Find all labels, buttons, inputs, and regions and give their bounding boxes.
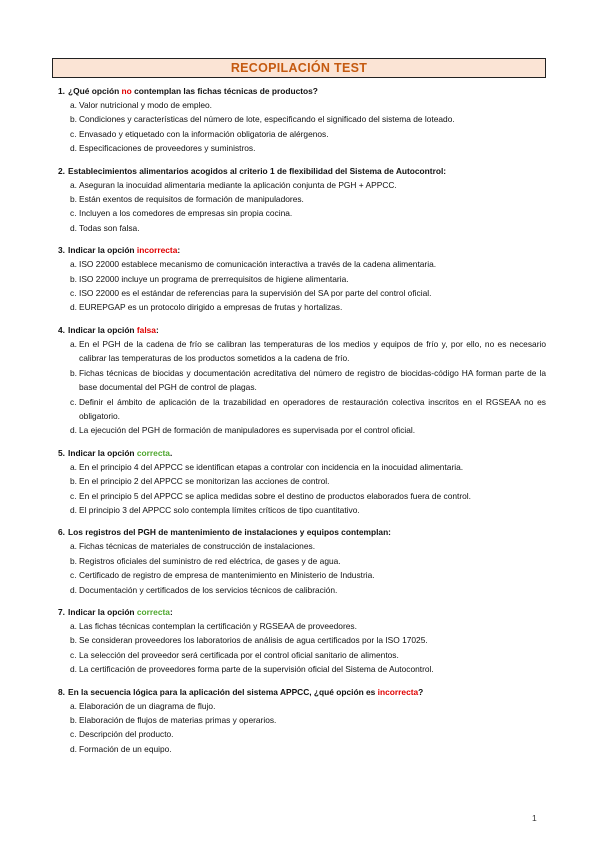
answer-option — [58, 395, 546, 424]
question-heading — [58, 323, 546, 337]
answer-option — [58, 286, 546, 300]
option-text: El principio 3 del APPCC solo contempla límites críticos de tipo cuantitativo. — [79, 504, 360, 515]
question-text: Establecimientos alimentarios acogidos al criterio 1 de flexibilidad del Sistema de Autocontrol: — [68, 165, 447, 176]
question-text: : — [169, 606, 173, 617]
question-highlight: correcta — [136, 606, 170, 617]
question-number: 6. — [58, 527, 65, 538]
option-letter: b. — [70, 635, 77, 646]
option-letter: b. — [70, 476, 77, 487]
option-text: Elaboración de un diagrama de flujo. — [79, 700, 216, 711]
answer-option — [58, 539, 546, 553]
answer-option — [58, 112, 546, 126]
question-8 — [58, 685, 546, 757]
question-number: 3. — [58, 245, 65, 256]
option-letter: a. — [70, 620, 77, 631]
option-text: En el principio 2 del APPCC se monitorizan las acciones de control. — [79, 476, 330, 487]
option-letter: b. — [70, 715, 77, 725]
option-text: Se consideran proveedores los laboratorios de análisis de agua certificados por la ISO 17025. — [79, 635, 428, 646]
option-text: Formación de un equipo. — [79, 743, 172, 754]
question-heading — [58, 685, 546, 699]
answer-option — [58, 460, 546, 474]
question-text: : — [177, 245, 181, 256]
option-text: Certificado de registro de empresa de mantenimiento en Ministerio de Industria. — [79, 570, 375, 581]
option-letter: a. — [70, 338, 77, 349]
question-list — [58, 84, 546, 764]
option-text: Elaboración de flujos de materias primas y operarios. — [79, 715, 277, 725]
question-highlight: no — [121, 86, 132, 96]
option-letter: a. — [70, 259, 77, 270]
answer-option — [58, 662, 546, 676]
question-text: ? — [418, 686, 424, 697]
option-text: Especificaciones de proveedores y suministros. — [79, 143, 256, 154]
question-heading — [58, 605, 546, 619]
answer-option — [58, 141, 546, 155]
option-text: Todas son falsa. — [79, 222, 140, 233]
option-text: ISO 22000 es el estándar de referencias para la supervisión del SA por parte del control oficial. — [79, 288, 432, 299]
option-text: Definir el ámbito de aplicación de la trazabilidad en operadores de restauración colectiva inscritos en el RGSEAA no es obligatorio. — [79, 396, 546, 421]
option-text: Las fichas técnicas contemplan la certificación y RGSEAA de proveedores. — [79, 620, 357, 631]
question-4 — [58, 323, 546, 438]
option-text: En el principio 4 del APPCC se identifican etapas a controlar con incidencia en la inocuidad alimentaria. — [79, 461, 464, 472]
option-letter: b. — [70, 555, 77, 566]
question-number: 8. — [58, 686, 65, 697]
question-text: . — [169, 447, 173, 458]
option-text: ISO 22000 establece mecanismo de comunicación interactiva a través de la cadena alimentaria. — [79, 259, 437, 270]
answer-option — [58, 583, 546, 597]
option-letter: c. — [70, 208, 77, 219]
answer-option — [58, 366, 546, 395]
option-letter: b. — [70, 273, 77, 284]
answer-option — [58, 503, 546, 517]
question-text: contemplan las fichas técnicas de productos? — [131, 86, 318, 96]
answer-option — [58, 423, 546, 437]
answer-option — [58, 568, 546, 582]
answer-option — [58, 192, 546, 206]
question-3 — [58, 243, 546, 315]
answer-option — [58, 221, 546, 235]
question-heading — [58, 243, 546, 257]
answer-option — [58, 178, 546, 192]
option-text: Envasado y etiquetado con la información obligatoria de alérgenos. — [79, 128, 329, 139]
option-letter: d. — [70, 143, 77, 154]
option-letter: a. — [70, 179, 77, 190]
question-1 — [58, 84, 546, 156]
option-letter: b. — [70, 114, 77, 125]
question-number: 5. — [58, 447, 65, 458]
option-letter: b. — [70, 194, 77, 205]
option-text: ISO 22000 incluye un programa de prerrequisitos de higiene alimentaria. — [79, 273, 349, 284]
answer-option — [58, 633, 546, 647]
answer-option — [58, 713, 546, 727]
question-heading — [58, 164, 546, 178]
question-text: Indicar la opción — [68, 245, 137, 256]
title-banner — [52, 58, 546, 78]
question-text: : — [155, 324, 159, 335]
option-letter: d. — [70, 743, 77, 754]
answer-option — [58, 648, 546, 662]
option-letter: c. — [70, 288, 77, 299]
option-text: Descripción del producto. — [79, 729, 174, 740]
question-highlight: incorrecta — [377, 686, 419, 697]
option-text: Fichas técnicas de biocidas y documentación acreditativa del número de registro de biocidas-código HA forman parte de la base documental del PGH de control de plagas. — [79, 367, 546, 393]
option-text: Condiciones y características del número de lote, especificando el significado del sistema de loteado. — [79, 114, 455, 125]
option-letter: c. — [70, 396, 77, 407]
question-text: Indicar la opción — [68, 324, 137, 335]
answer-option — [58, 337, 546, 366]
question-highlight: falsa — [136, 324, 156, 335]
option-text: En el principio 5 del APPCC se aplica medidas sobre el destino de productos elaborados fuera de control. — [79, 490, 471, 501]
option-text: Valor nutricional y modo de empleo. — [79, 100, 212, 110]
answer-option — [58, 554, 546, 568]
question-text: En la secuencia lógica para la aplicación del sistema APPCC, ¿qué opción es — [68, 686, 378, 697]
option-letter: c. — [70, 649, 77, 660]
option-text: Fichas técnicas de materiales de construcción de instalaciones. — [79, 541, 316, 552]
answer-option — [58, 727, 546, 741]
option-letter: d. — [70, 584, 77, 595]
question-number: 4. — [58, 324, 65, 335]
question-highlight: correcta — [136, 447, 170, 458]
option-letter: d. — [70, 664, 77, 675]
answer-option — [58, 127, 546, 141]
answer-option — [58, 300, 546, 314]
question-heading — [58, 525, 546, 539]
question-heading — [58, 84, 546, 98]
option-text: Documentación y certificados de los servicios técnicos de calibración. — [79, 584, 338, 595]
question-5 — [58, 446, 546, 518]
option-letter: a. — [70, 100, 77, 110]
option-letter: b. — [70, 367, 77, 378]
question-heading — [58, 446, 546, 460]
option-letter: d. — [70, 425, 77, 436]
question-text: ¿Qué opción — [68, 86, 122, 96]
option-letter: c. — [70, 128, 77, 139]
answer-option — [58, 742, 546, 756]
option-letter: d. — [70, 504, 77, 515]
question-text: Indicar la opción — [68, 447, 137, 458]
answer-option — [58, 206, 546, 220]
option-text: La selección del proveedor será certificada por el control oficial sanitario de alimentos. — [79, 649, 399, 660]
option-text: En el PGH de la cadena de frío se calibran las temperaturas de los medios y equipos de frío y, por ello, no es necesario calibrar las temperaturas de los productos sometidos a la cadena de frío. — [79, 338, 546, 364]
question-7 — [58, 605, 546, 677]
question-number: 7. — [58, 606, 65, 617]
option-text: Están exentos de requisitos de formación de manipuladores. — [79, 194, 304, 205]
option-letter: d. — [70, 302, 77, 313]
answer-option — [58, 489, 546, 503]
answer-option — [58, 272, 546, 286]
document-title: RECOPILACIÓN TEST — [230, 61, 368, 75]
page-number: 1 — [532, 813, 537, 823]
option-letter: a. — [70, 541, 77, 552]
option-letter: d. — [70, 222, 77, 233]
answer-option — [58, 257, 546, 271]
answer-option — [58, 619, 546, 633]
option-letter: a. — [70, 700, 77, 711]
option-letter: c. — [70, 729, 77, 740]
question-text: Indicar la opción — [68, 606, 137, 617]
option-text: Incluyen a los comedores de empresas sin propia cocina. — [79, 208, 293, 219]
answer-option — [58, 699, 546, 713]
question-text: Los registros del PGH de mantenimiento de instalaciones y equipos contemplan: — [68, 527, 391, 538]
option-text: La ejecución del PGH de formación de manipuladores es supervisada por el control oficial. — [79, 425, 416, 436]
option-text: EUREPGAP es un protocolo dirigido a empresas de frutas y hortalizas. — [79, 302, 343, 313]
option-text: La certificación de proveedores forma parte de la supervisión oficial del Sistema de Autocontrol. — [79, 664, 434, 675]
question-number: 2. — [58, 165, 65, 176]
question-highlight: incorrecta — [136, 245, 178, 256]
question-number: 1. — [58, 86, 65, 96]
option-text: Aseguran la inocuidad alimentaria mediante la aplicación conjunta de PGH + APPCC. — [79, 179, 397, 190]
answer-option — [58, 98, 546, 112]
option-letter: c. — [70, 570, 77, 581]
option-letter: c. — [70, 490, 77, 501]
option-text: Registros oficiales del suministro de red eléctrica, de gases y de agua. — [79, 555, 341, 566]
question-2 — [58, 164, 546, 236]
answer-option — [58, 474, 546, 488]
option-letter: a. — [70, 461, 77, 472]
question-6 — [58, 525, 546, 597]
